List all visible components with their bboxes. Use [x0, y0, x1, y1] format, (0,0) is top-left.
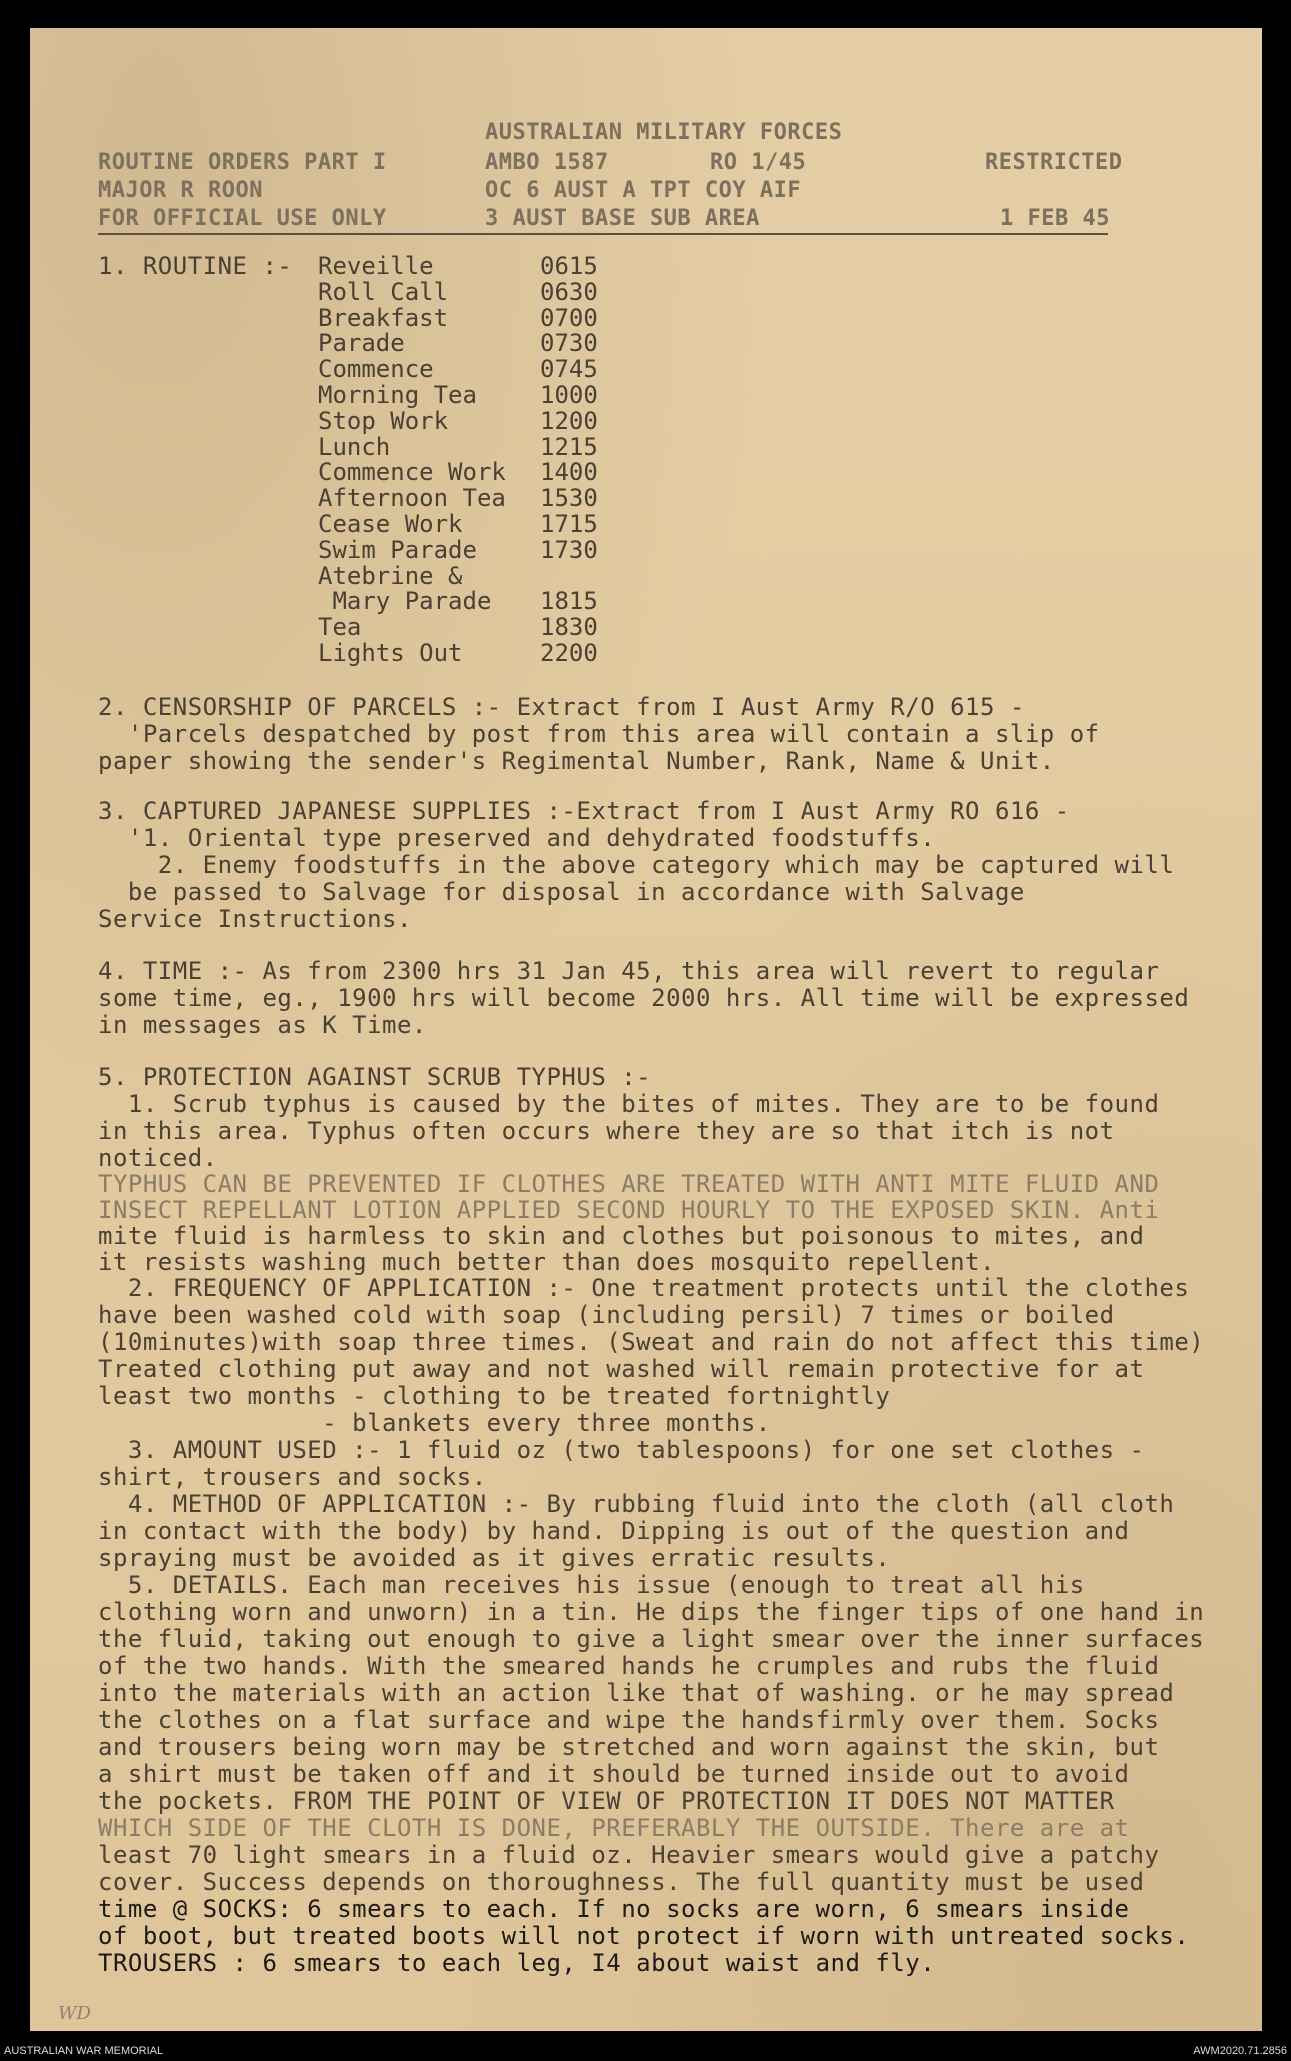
s5-line-28: the pockets. FROM THE POINT OF VIEW OF PROTECTION IT DOES NOT MATTER: [98, 1787, 1115, 1815]
header-officer: MAJOR R ROON: [98, 178, 263, 203]
s5-line-12: Treated clothing put away and not washed will remain protective for at: [98, 1355, 1145, 1383]
header-date: 1 FEB 45: [1000, 206, 1110, 231]
s5-line-3: in this area. Typhus often occurs where they are so that itch is not: [98, 1117, 1115, 1145]
routine-item-time: 2200: [540, 639, 598, 667]
routine-item-name: Afternoon Tea: [318, 484, 506, 512]
s5-line-9: 2. FREQUENCY OF APPLICATION :- One treatment protects until the clothes: [98, 1274, 1190, 1302]
s5-line-25: the clothes on a flat surface and wipe the handsfirmly over them. Socks: [98, 1706, 1160, 1734]
s5-line-20: 5. DETAILS. Each man receives his issue (enough to treat all his: [98, 1571, 1085, 1599]
routine-item-time: 1815: [540, 587, 598, 615]
routine-item-name: Lunch: [318, 433, 391, 461]
header-official-use: FOR OFFICIAL USE ONLY: [98, 206, 387, 231]
s5-line-22: the fluid, taking out enough to give a light smear over the inner surfaces: [98, 1625, 1205, 1653]
header-rule: [98, 233, 1108, 235]
s5-line-26: and trousers being worn may be stretched and worn against the skin, but: [98, 1733, 1160, 1761]
s5-line-6: INSECT REPELLANT LOTION APPLIED SECOND HOURLY TO THE EXPOSED SKIN. Anti: [98, 1196, 1160, 1224]
s2-line-3: paper showing the sender's Regimental Number, Rank, Name & Unit.: [98, 747, 1055, 775]
header-unit: OC 6 AUST A TPT COY AIF: [485, 178, 802, 203]
s5-line-13: least two months - clothing to be treated fortnightly: [98, 1382, 891, 1410]
header-restricted: RESTRICTED: [985, 150, 1123, 175]
s5-line-34: TROUSERS : 6 smears to each leg, I4 about waist and fly.: [98, 1949, 936, 1977]
routine-item-time: 0615: [540, 252, 598, 280]
s5-line-19: spraying must be avoided as it gives erratic results.: [98, 1544, 891, 1572]
footer-archive-name: AUSTRALIAN WAR MEMORIAL: [4, 2045, 164, 2057]
s5-line-30: least 70 light smears in a fluid oz. Heavier smears would give a patchy: [98, 1841, 1160, 1869]
s5-line-1: 5. PROTECTION AGAINST SCRUB TYPHUS :-: [98, 1063, 652, 1091]
routine-heading: 1. ROUTINE :-: [98, 252, 293, 280]
routine-item-time: 0730: [540, 329, 598, 357]
s5-line-7: mite fluid is harmless to skin and clothes but poisonous to mites, and: [98, 1222, 1145, 1250]
header-routine-orders: ROUTINE ORDERS PART I: [98, 150, 387, 175]
routine-item-time: 1830: [540, 613, 598, 641]
routine-item-time: 1715: [540, 510, 598, 538]
s5-line-2: 1. Scrub typhus is caused by the bites of mites. They are to be found: [98, 1090, 1160, 1118]
s5-line-23: of the two hands. With the smeared hands he crumples and rubs the fluid: [98, 1652, 1160, 1680]
routine-item-time: 1400: [540, 458, 598, 486]
s5-line-24: into the materials with an action like that of washing. or he may spread: [98, 1679, 1175, 1707]
s3-line-5: Service Instructions.: [98, 905, 412, 933]
s3-line-2: '1. Oriental type preserved and dehydrated foodstuffs.: [98, 824, 936, 852]
routine-item-time: 0630: [540, 278, 598, 306]
routine-item-name: Mary Parade: [318, 587, 492, 615]
s5-line-11: (10minutes)with soap three times. (Sweat and rain do not affect this time): [98, 1328, 1205, 1356]
s2-line-1: 2. CENSORSHIP OF PARCELS :- Extract from I Aust Army R/O 615 -: [98, 693, 1025, 721]
s5-line-5: TYPHUS CAN BE PREVENTED IF CLOTHES ARE TREATED WITH ANTI MITE FLUID AND: [98, 1170, 1160, 1198]
routine-item-time: 1215: [540, 433, 598, 461]
s5-line-33: of boot, but treated boots will not protect if worn with untreated socks.: [98, 1922, 1190, 1950]
routine-item-name: Commence Work: [318, 458, 506, 486]
s5-line-4: noticed.: [98, 1144, 218, 1172]
routine-item-name: Morning Tea: [318, 381, 477, 409]
s5-line-14: - blankets every three months.: [98, 1409, 771, 1437]
routine-item-name: Stop Work: [318, 407, 449, 435]
routine-item-time: 0700: [540, 304, 598, 332]
header-ambo: AMBO 1587: [485, 150, 609, 175]
s5-line-21: clothing worn and unworn) in a tin. He dips the finger tips of one hand in: [98, 1598, 1205, 1626]
routine-item-time: 1730: [540, 536, 598, 564]
footer-accession-number: AWM2020.71.2856: [1193, 2045, 1287, 2057]
routine-item-time: 1530: [540, 484, 598, 512]
s5-line-27: a shirt must be taken off and it should be turned inside out to avoid: [98, 1760, 1130, 1788]
s5-line-10: have been washed cold with soap (including persil) 7 times or boiled: [98, 1301, 1115, 1329]
header-title: AUSTRALIAN MILITARY FORCES: [485, 120, 843, 145]
s5-line-29: WHICH SIDE OF THE CLOTH IS DONE, PREFERABLY THE OUTSIDE. There are at: [98, 1814, 1130, 1842]
s3-line-1: 3. CAPTURED JAPANESE SUPPLIES :-Extract from I Aust Army RO 616 -: [98, 797, 1070, 825]
routine-item-name: Parade: [318, 329, 405, 357]
s4-line-2: some time, eg., 1900 hrs will become 2000 hrs. All time will be expressed: [98, 984, 1190, 1012]
routine-item-name: Breakfast: [318, 304, 449, 332]
routine-item-name: Reveille: [318, 252, 434, 280]
s5-line-32: time @ SOCKS: 6 smears to each. If no socks are worn, 6 smears inside: [98, 1895, 1130, 1923]
routine-item-name: Swim Parade: [318, 536, 477, 564]
s5-line-18: in contact with the body) by hand. Dipping is out of the question and: [98, 1517, 1130, 1545]
margin-initials: WD: [58, 2003, 91, 2024]
routine-item-name: Roll Call: [318, 278, 449, 306]
routine-item-name: Cease Work: [318, 510, 463, 538]
s5-line-17: 4. METHOD OF APPLICATION :- By rubbing fluid into the cloth (all cloth: [98, 1490, 1175, 1518]
routine-item-time: 0745: [540, 355, 598, 383]
routine-item-name: Commence: [318, 355, 434, 383]
routine-item-name: Lights Out: [318, 639, 463, 667]
s2-line-2: 'Parcels despatched by post from this area will contain a slip of: [98, 720, 1100, 748]
s5-line-31: cover. Success depends on thoroughness. The full quantity must be used: [98, 1868, 1145, 1896]
s4-line-1: 4. TIME :- As from 2300 hrs 31 Jan 45, this area will revert to regular: [98, 957, 1160, 985]
routine-item-name: Tea: [318, 613, 362, 641]
routine-item-time: 1200: [540, 407, 598, 435]
s4-line-3: in messages as K Time.: [98, 1011, 427, 1039]
header-ro-number: RO 1/45: [710, 150, 807, 175]
header-area: 3 AUST BASE SUB AREA: [485, 206, 760, 231]
s3-line-3: 2. Enemy foodstuffs in the above category which may be captured will: [98, 851, 1175, 879]
s5-line-15: 3. AMOUNT USED :- 1 fluid oz (two tablespoons) for one set clothes -: [98, 1436, 1145, 1464]
routine-item-time: 1000: [540, 381, 598, 409]
s3-line-4: be passed to Salvage for disposal in accordance with Salvage: [98, 878, 1025, 906]
s5-line-16: shirt, trousers and socks.: [98, 1463, 487, 1491]
routine-item-name: Atebrine &: [318, 562, 463, 590]
s5-line-8: it resists washing much better than does mosquito repellent.: [98, 1248, 995, 1276]
